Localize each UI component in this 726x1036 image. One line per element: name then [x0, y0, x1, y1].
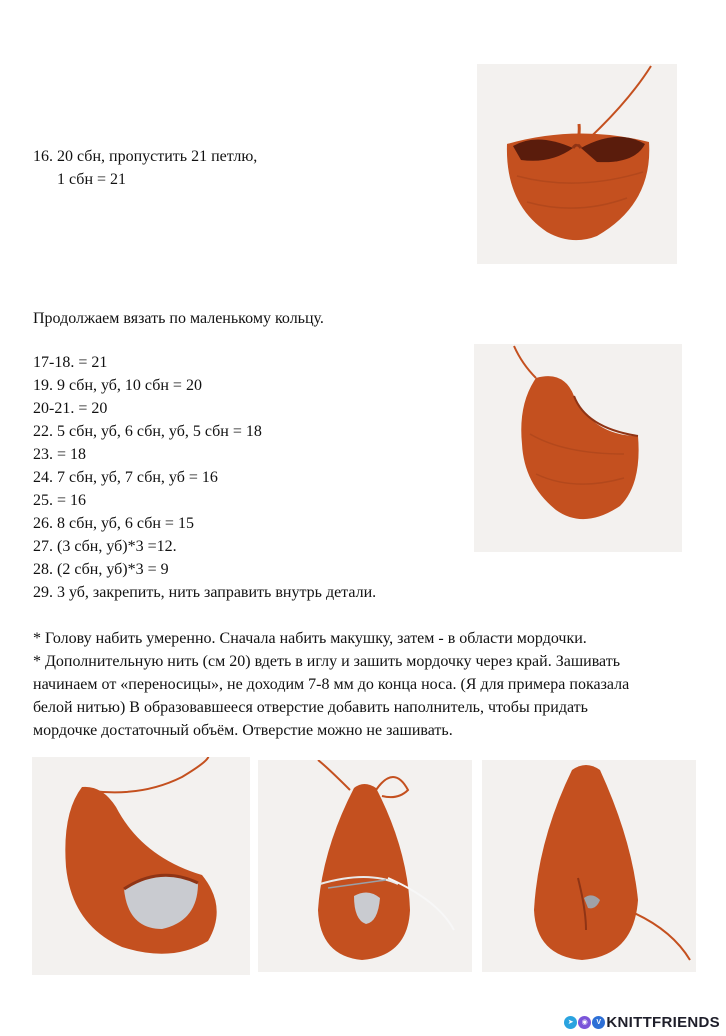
row-26: 26. 8 сбн, уб, 6 сбн = 15: [33, 515, 194, 532]
photo-sewing-nose: [258, 760, 472, 972]
row-27: 27. (3 сбн, уб)*3 =12.: [33, 538, 177, 555]
rows-list: [33, 351, 376, 604]
note-stuffing: * Голову набить умеренно. Сначала набить макушку, затем - в области мордочки.: [33, 630, 587, 647]
step-16-line-2: 1 сбн = 21: [57, 171, 127, 188]
vk-icon[interactable]: V: [592, 1016, 605, 1029]
telegram-icon[interactable]: ➤: [564, 1016, 577, 1029]
note-sewing-line-2: начинаем от «переносицы», не доходим 7-8 мм до конца носа. (Я для примера показала: [33, 676, 630, 693]
photo-closed-head: [474, 344, 682, 552]
row-22: 22. 5 сбн, уб, 6 сбн, уб, 5 сбн = 18: [33, 423, 262, 440]
brand-name: KNITTFRIENDS: [606, 1013, 720, 1031]
photo-open-head: [477, 64, 677, 264]
intro-text: Продолжаем вязать по маленькому кольцу.: [33, 310, 324, 327]
row-25: 25. = 16: [33, 492, 87, 509]
note-sewing-line-1: * Дополнительную нить (см 20) вдеть в иглу и зашить мордочку через край. Зашивать: [33, 653, 621, 670]
odnoklassniki-icon[interactable]: ◉: [578, 1016, 591, 1029]
photo-finished-head: [482, 760, 696, 972]
row-19: 19. 9 сбн, уб, 10 сбн = 20: [33, 377, 202, 394]
brand-footer: [564, 1013, 720, 1031]
row-29: 29. 3 уб, закрепить, нить заправить внутрь детали.: [33, 584, 377, 601]
row-24: 24. 7 сбн, уб, 7 сбн, уб = 16: [33, 469, 218, 486]
row-20-21: 20-21. = 20: [33, 400, 108, 417]
row-23: 23. = 18: [33, 446, 87, 463]
row-17-18: 17-18. = 21: [33, 354, 108, 371]
note-sewing-line-3: белой нитью) В образовавшееся отверстие добавить наполнитель, чтобы придать: [33, 699, 588, 716]
notes: [33, 627, 629, 742]
row-28: 28. (2 сбн, уб)*3 = 9: [33, 561, 169, 578]
note-sewing-line-4: мордочке достаточный объём. Отверстие можно не зашивать.: [33, 722, 453, 739]
photo-stuffed-opening: [32, 757, 250, 975]
step-16-line-1: 16. 20 сбн, пропустить 21 петлю,: [33, 148, 258, 165]
